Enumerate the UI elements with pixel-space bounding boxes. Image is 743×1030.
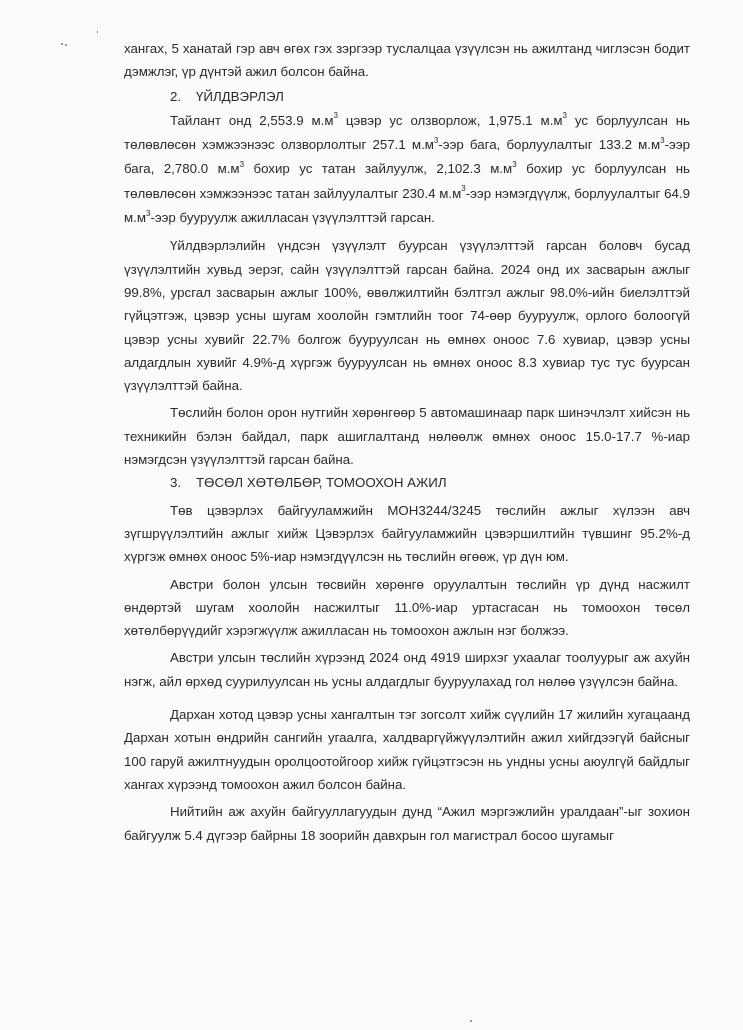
section-number: 3.: [170, 475, 182, 491]
paragraph-production-volumes: Тайлант онд 2,553.9 $м.м^3$ цэвэр ус олзворлож, 1,975.1 $м.м^3$ ус борлуулсан нь төлөвлөсөн хэмжээнээс олзворлолтыг 257.1 $м.м^3$-ээр бага, борлуулалтыг 133.2 $м.м^3$-ээр бага, 2,780.0 $м.м^3$ бохир ус татан зайлуулж, 2,102.3 $м.м^3$ бохир ус борлуулсан нь төлөвлөсөн хэмжээнээс татан зайлуулалтыг 230.4 $м.м^3$-ээр нэмэгдүүлж, борлуулалтыг 64.9 $м.м^3$-ээр бууруулж ажилласан үзүүлэлттэй гарсан.: [124, 111, 691, 226]
paragraph-austria-smart-meters: Австри улсын төслийн хүрээнд 2024 онд 4919 ширхэг ухаалаг тоолуурыг аж ахуйн нэгж, айл өрхөд суурилуулсан нь усны алдагдлыг бууруулахад гол нөлөө үзүүлсэн байна.: [124, 650, 690, 689]
paragraph-austria-pipeline: Австри болон улсын төсвийн хөрөнгө оруулалтын төслийн үр дүнд насжилт өндөртэй шугам хоолойн насжилтыг 11.0%-иар уртасгасан нь томоохон төсөл хөтөлбөрүүдийг хэрэгжүүлж ажилласан нь томоохон ажлын нэг болжээ.: [124, 576, 690, 639]
section-number: 2.: [170, 88, 182, 104]
paragraph-fleet-renewal: Төслийн болон орон нутгийн хөрөнгөөр 5 автомашинаар парк шинэчлэлт хийсэн нь техникийн бэлэн байдал, парк ашиглалтанд нөлөөлж өмнөх оноос 15.0-17.7 %-иар нэмэгдсэн үзүүлэлттэй гарсан байна.: [124, 405, 690, 468]
section-title: ҮЙЛДВЭРЛЭЛ: [196, 88, 284, 104]
paragraph-production-indicators: Үйлдвэрлэлийн үндсэн үзүүлэлт буурсан үзүүлэлттэй гарсан боловч бусад үзүүлэлтийн хувьд эерэг, сайн үзүүлэлттэй гарсан байна. 2024 онд их засварын ажлыг 99.8%, урсгал засварын ажлыг 100%, өвөлжилтийн бэлтгэл ажлыг 98.0%-ийн биелэлттэй гүйцэтгэж, цэвэр усны шугам хоолойн гэмтлийн тоог 74-өөр бууруулж, орлого болоогүй цэвэр усны хувийг 22.7% болгож бууруулсан нь өмнөх оноос 7.6 хувиар, цэвэр усны алдагдлын хувийг 4.9%-д хүргэж бууруулсан нь өмнөх оноос 8.3 хувиар тус тус буурсан үзүүлэлттэй байна.: [124, 238, 690, 394]
section-title: ТӨСӨЛ ХӨТӨЛБӨР, ТОМООХОН АЖИЛ: [196, 475, 447, 491]
section-heading-projects: [124, 471, 690, 494]
paragraph-professional-contest: Нийтийн аж ахуйн байгууллагуудын дунд “Ажил мэргэжлийн уралдаан”-ыг зохион байгуулж 5.4 дүгээр байрны 18 зоорийн давхрын гол магистрал босоо шугамыг: [124, 804, 690, 843]
paragraph-intro-continuation: хангах, 5 ханатай гэр авч өгөх гэх зэргээр туслалцаа үзүүлсэн нь ажилтанд чиглэсэн бодит дэмжлэг, үр дүнтэй ажил болсон байна.: [124, 41, 690, 80]
section-heading-production: [124, 85, 690, 108]
paragraph-darkhan-reservoir: Дархан хотод цэвэр усны хангалтын тэг зогсолт хийж сүүлийн 17 жилийн хугацаанд Дархан хотын өндрийн сангийн угаалга, халдваргүйжүүлэлтийн ажил хийгдээгүй байсныг 100 гаруй ажилтнуудын оролцоотойгоор хийж гүйцэтгэсэн нь ундны усны аюулгүй байдлыг хангах хүрээнд томоохон ажил болсон байна.: [124, 707, 690, 792]
paragraph-treatment-plant-project: Төв цэвэрлэх байгууламжийн МОН3244/3245 төслийн ажлыг хүлээн авч зүгшрүүлэлтийн ажлыг хийж Цэвэрлэх байгууламжийн цэвэршилтийн түвшинг 95.2%-д хүргэж өмнөх оноос 5%-иар нэмэгдүүлсэн нь төслийн өгөөж, үр дүн юм.: [124, 502, 690, 565]
document-body: [124, 37, 690, 847]
